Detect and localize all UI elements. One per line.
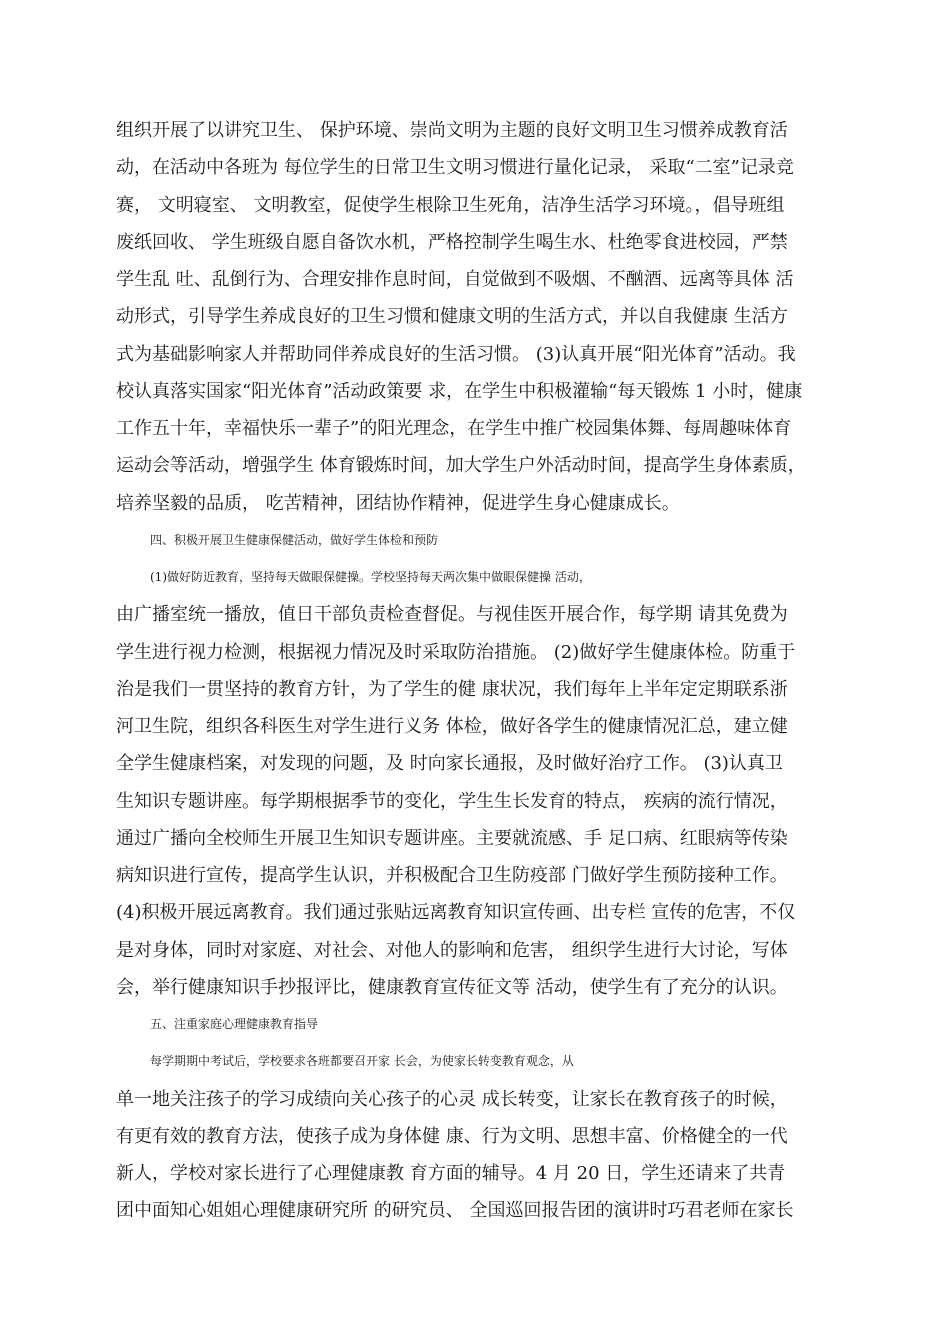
text-line: (4)积极开展远离教育。我们通过张贴远离教育知识宣传画、出专栏 宣传的危害，不仅 (116, 902, 796, 924)
text-line: 新人，学校对家长进行了心理健康教 育方面的辅导。4 月 20 日，学生还请来了共青 (116, 1163, 786, 1184)
text-line: 废纸回收、 学生班级自愿自备饮水机，严格控制学生喝生水、杜绝零食进校园，严禁 (116, 231, 788, 253)
text-line: 河卫生院，组织各科医生对学生进行义务 体检，做好各学生的健康情况汇总，建立健 (116, 716, 788, 737)
text-line: 培养坚毅的品质， 吃苦精神，团结协作精神，促进学生身心健康成长。 (116, 492, 680, 514)
text-line: 学生乱 吐、乱倒行为、合理安排作息时间，自觉做到不吸烟、不酗酒、远离等具体 活 (116, 269, 794, 290)
text-line: 病知识进行宣传，提高学生认识，并积极配合卫生防疫部 门做好学生预防接种工作。 (116, 865, 788, 886)
document-body (116, 112, 856, 1230)
text-line: 由广播室统一播放，值日干部负责检查督促。与视佳医开展合作，每学期 请其免费为 (116, 604, 788, 626)
text-line: 会，举行健康知识手抄报评比，健康教育宣传征文等 活动，使学生有了充分的认识。 (116, 976, 788, 998)
text-line: 团中面知心姐姐心理健康研究所 的研究员、 全国巡回报告团的演讲时巧君老师在家长 (116, 1200, 794, 1222)
text-line: 赛， 文明寝室、 文明教室，促使学生根除卫生死角，洁净生活学习环境。，倡导班组 (116, 194, 785, 216)
text-line: 治是我们一贯坚持的教育方针，为了学生的健 康状况，我们每年上半年定定期联系浙 (116, 678, 788, 700)
text-line: (1)做好防近教育，坚持每天做眼保健操。学校坚持每天两次集中做眼保健操 活动， (150, 570, 591, 584)
text-line: 运动会等活动，增强学生 体育锻炼时间，加大学生户外活动时间，提高学生身体素质， (116, 455, 806, 477)
text-line: 五、注重家庭心理健康教育指导 (150, 1017, 319, 1031)
text-line: 校认真落实国家“阳光体育”活动政策要 求，在学生中积极灌输“每天锻炼 1 小时，健康 (116, 380, 803, 402)
text-line: 通过广播向全校师生开展卫生知识专题讲座。主要就流感、手 足口病、红眼病等传染 (116, 827, 788, 849)
text-line: 工作五十年，幸福快乐一辈子”的阳光理念，在学生中推广校园集体舞、每周趣味体育 (116, 418, 792, 439)
text-line: 每学期期中考试后，学校要求各班都要召开家 长会，为使家长转变教育观念，从 (150, 1054, 574, 1069)
text-line: 组织开展了以讲究卫生、 保护环境、崇尚文明为主题的良好文明卫生习惯养成教育活 (116, 120, 788, 141)
text-line: 动，在活动中各班为 每位学生的日常卫生文明习惯进行量化记录， 采取“二室”记录竞 (116, 157, 794, 179)
text-line: 单一地关注孩子的学习成绩向关心孩子的心灵 成长转变，让家长在教育孩子的时候， (116, 1088, 788, 1110)
text-line: 式为基础影响家人并帮助同伴养成良好的生活习惯。 (3)认真开展“阳光体育”活动。我 (116, 343, 796, 365)
text-line: 学生进行视力检测，根据视力情况及时采取防治措施。 (2)做好学生健康体检。防重于 (116, 641, 796, 663)
text-line: 有更有效的教育方法，使孩子成为身体健 康、行为文明、思想丰富、价格健全的一代 (116, 1125, 788, 1147)
text-line: 生知识专题讲座。每学期根据季节的变化，学生生长发育的特点， 疾病的流行情况， (116, 790, 788, 812)
text-line: 四、积极开展卫生健康保健活动，做好学生体检和预防 (150, 532, 439, 547)
text-line: 全学生健康档案，对发现的问题，及 时向家长通报，及时做好治疗工作。 (3)认真卫 (116, 753, 783, 775)
text-line: 是对身体，同时对家庭、对社会、对他人的影响和危害， 组织学生进行大讨论，写体 (116, 939, 788, 961)
text-line: 动形式，引导学生养成良好的卫生习惯和健康文明的生活方式，并以自我健康 生活方 (116, 306, 788, 328)
